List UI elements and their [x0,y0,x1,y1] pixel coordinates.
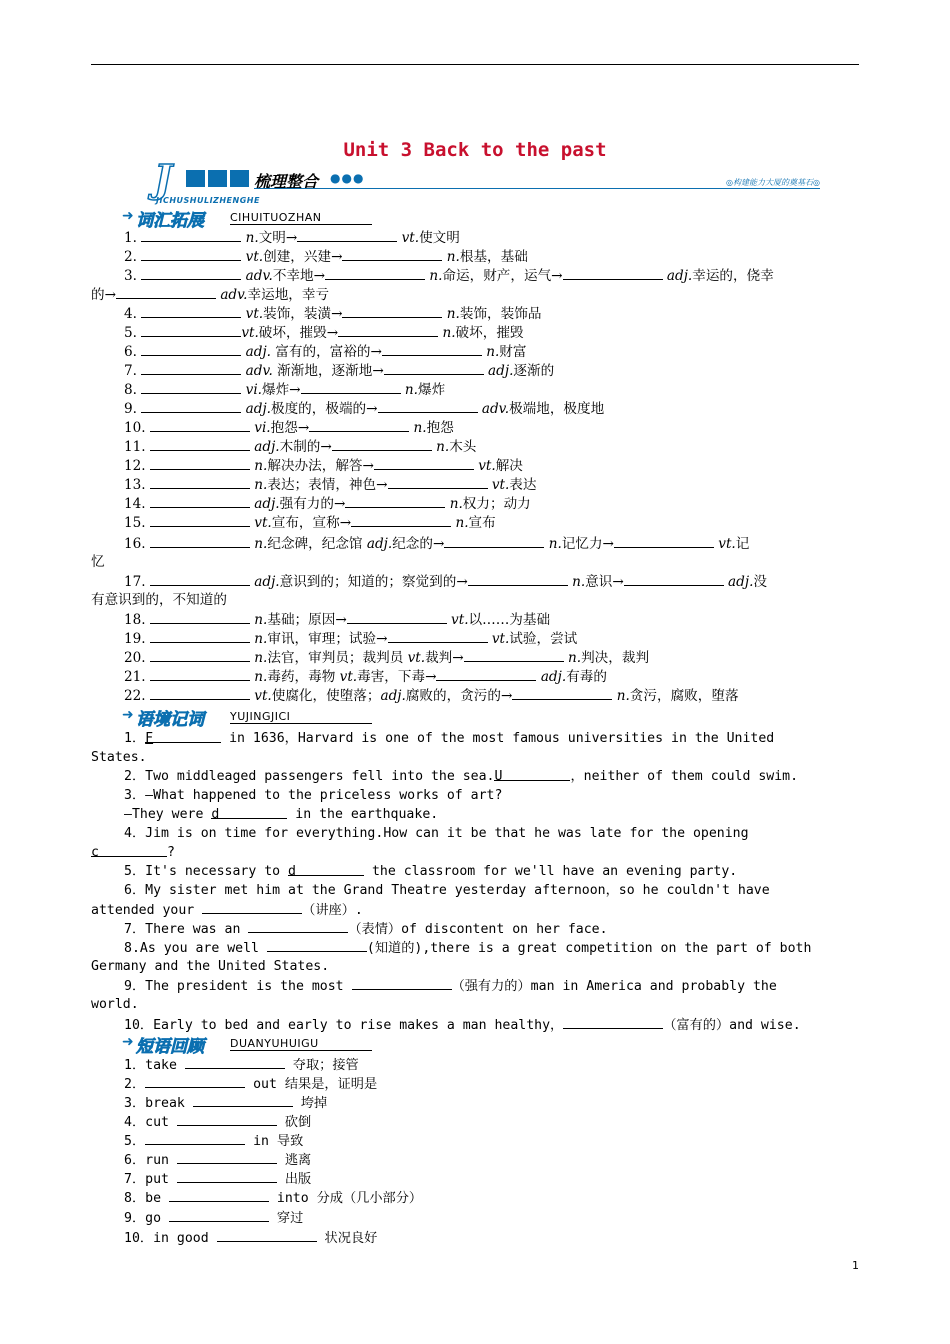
context-sentence: 5．It's necessary to d the classroom for we'll have an evening party. [124,864,738,879]
context-sentence-cont: States. [91,750,147,765]
section-title: 短语回顾 [136,1037,204,1057]
context-sentence: 6．My sister met him at the Grand Theatre yesterday afternoon，so he couldn't have [124,883,770,898]
section-pinyin: YUJINGJICI [230,710,291,723]
context-sentence: 9．The president is the most （强有力的）man in America and probably the [124,976,859,996]
vocab-item: 17. adj.意识到的；知道的；察觉到的→ n.意识→ adj.没 [124,574,767,590]
phrase-item: 9．go 穿过 [124,1208,859,1228]
vocab-item: 8. vi.爆炸→ n.爆炸 [124,382,446,398]
banner-title: 梳理整合 [254,172,319,191]
banner-logo-letter: J [154,156,172,201]
section-rule [230,723,372,724]
arrow-icon: ➜ [122,208,134,224]
page-number: 1 [852,1259,859,1272]
vocab-item-cont: 忆 [91,554,105,570]
context-sentence: 3．—What happened to the priceless works of art? [124,788,503,803]
context-sentence: 4．Jim is on time for everything.How can it be that he was late for the opening [124,826,749,841]
context-sentence-cont: Germany and the United States. [91,959,330,974]
banner-pinyin: JICHUSHULIZHENGHE [156,196,260,205]
arrow-icon: ➜ [122,707,134,723]
phrase-item: 8．be into 分成（几小部分） [124,1188,859,1208]
page-title: Unit 3 Back to the past [343,139,607,161]
context-sentence: —They were d in the earthquake. [124,807,439,822]
vocab-item: 13. n.表达；表情，神色→ vt.表达 [124,477,537,493]
context-sentence-cont: c ? [91,845,175,860]
vocab-item: 12. n.解决办法，解答→ vt.解决 [124,458,523,474]
vocab-item: 6. adj. 富有的，富裕的→ n.财富 [124,344,527,360]
phrase-item: 10．in good 状况良好 [124,1228,859,1248]
vocab-item: 7. adv. 渐渐地，逐渐地→ adj.逐渐的 [124,363,555,379]
vocab-item: 10. vi.抱怨→ n.抱怨 [124,420,454,436]
vocab-item: 9. adj.极度的，极端的→ adv.极端地，极度地 [124,401,605,417]
section-banner [150,158,820,206]
vocab-item: 15. vt.宣布，宣称→ n.宣布 [124,515,496,531]
arrow-icon: ➜ [122,1034,134,1050]
vocab-item: 1. n.文明→ vt.使文明 [124,230,460,246]
vocab-item: 21. n.毒药，毒物 vt.毒害，下毒→ adj.有毒的 [124,669,607,685]
vocab-item-cont: 有意识到的，不知道的 [91,592,227,608]
vocab-item: 18. n.基础；原因→ vt.以……为基础 [124,612,551,628]
vocab-item: 19. n.审讯，审理；试验→ vt.试验，尝试 [124,631,578,647]
context-sentence: 1．F in 1636，Harvard is one of the most famous universities in the United [124,731,775,746]
phrase-item: 6．run 逃离 [124,1150,859,1170]
vocab-item: 20. n.法官，审判员；裁判员 vt.裁判→ n.判决，裁判 [124,650,650,666]
phrase-item: 3．break 垮掉 [124,1093,859,1113]
banner-rule [254,188,820,189]
vocab-item: 3. adv.不幸地→ n.命运，财产，运气→ adj.幸运的，侥幸 [124,268,774,284]
banner-bars-icon [186,170,252,187]
vocab-item: 5. vt.破坏，摧毁→ n.破坏，摧毁 [124,325,524,341]
vocab-item: 16. n.纪念碑，纪念馆 adj.纪念的→ n.记忆力→ vt.记 [124,536,750,552]
vocab-item: 2. vt.创建，兴建→ n.根基，基础 [124,249,528,265]
section-rule [230,224,372,225]
context-sentence-cont: attended your （讲座）. [91,900,859,920]
section-title: 词汇拓展 [136,211,204,231]
section-pinyin: CIHUITUOZHAN [230,211,322,224]
section-pinyin: DUANYUHUIGU [230,1037,319,1050]
phrase-item: 7．put 出版 [124,1169,859,1189]
vocab-item: 4. vt.装饰，装潢→ n.装饰，装饰品 [124,306,542,322]
context-sentence: 10．Early to bed and early to rise makes a man healthy， （富有的）and wise. [124,1015,859,1035]
section-title: 语境记词 [136,710,204,730]
context-sentence: 2．Two middleaged passengers fell into the sea.U ，neither of them could swim. [124,769,799,784]
phrase-item: 5． in 导致 [124,1131,859,1151]
context-sentence-cont: world. [91,997,139,1012]
vocab-item: 22. vt.使腐化，使堕落；adj.腐败的，贪污的→ n.贪污，腐败，堕落 [124,688,739,704]
banner-dots-icon: ●●● [330,171,365,185]
vocab-item: 14. adj.强有力的→ n.权力；动力 [124,496,531,512]
header-rule [91,64,859,65]
phrase-item: 2． out 结果是，证明是 [124,1074,859,1094]
section-rule [230,1050,372,1051]
context-sentence: 7．There was an （表情）of discontent on her face. [124,919,859,939]
phrase-item: 4．cut 砍倒 [124,1112,859,1132]
vocab-item-cont: 的→ adv.幸运地，幸亏 [91,287,330,303]
vocab-item: 11. adj.木制的→ n.木头 [124,439,477,455]
banner-slogan: ◎构建能力大厦的奠基石◎ [726,178,820,187]
context-sentence: 8.As you are well (知道的),there is a great competition on the part of both [124,938,859,958]
phrase-item: 1．take 夺取；接管 [124,1055,859,1075]
